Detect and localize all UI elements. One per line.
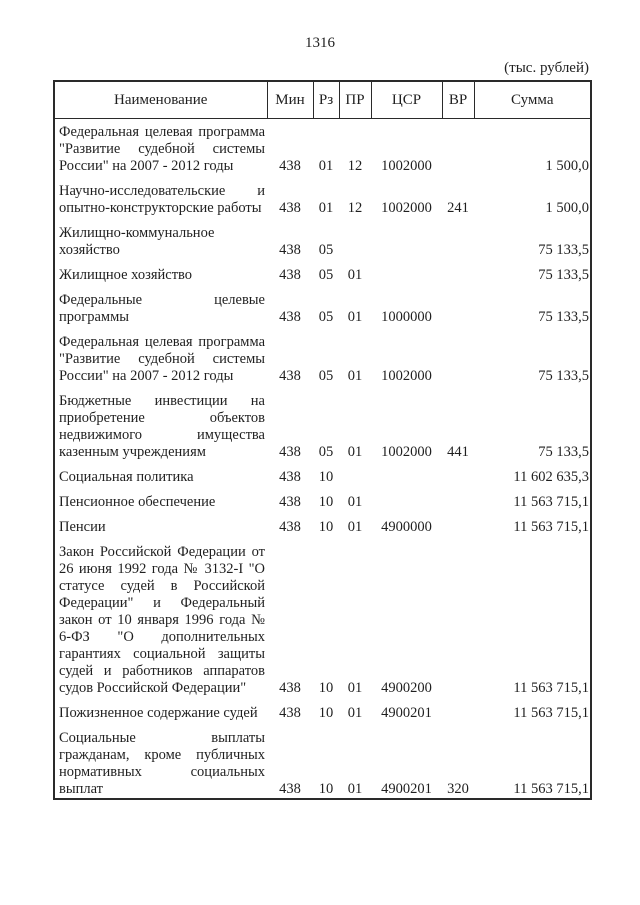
name-line: Федеральные целевые — [59, 292, 265, 308]
pr-code-cell: 01 — [347, 781, 363, 797]
pr-code-cell: 01 — [347, 444, 363, 460]
rz-code-cell: 05 — [318, 368, 334, 384]
column-header-vr: ВР — [442, 81, 474, 119]
rz-code-cell: 10 — [318, 494, 334, 510]
vr-code-cell — [442, 119, 474, 176]
rz-code-cell: 10 — [318, 680, 334, 696]
pr-code-cell: 01 — [347, 680, 363, 696]
min-code-cell: 438 — [279, 368, 301, 384]
sum-cell: 11 563 715,1 — [513, 519, 589, 535]
min-code-cell: 438 — [279, 680, 301, 696]
min-code-cell: 438 — [279, 242, 301, 258]
name-line: закон от 10 января 1996 года № — [59, 612, 265, 628]
name-line: Федеральная целевая программа — [59, 124, 265, 140]
vr-code-cell: 441 — [447, 444, 469, 460]
name-line: России" на 2007 - 2012 годы — [59, 368, 234, 384]
table-row — [54, 175, 591, 217]
name-line: Пенсионное обеспечение — [59, 494, 216, 510]
column-header-pr: ПР — [339, 81, 371, 119]
pr-code-cell — [339, 217, 371, 259]
name-line: Пожизненное содержание судей — [59, 705, 258, 721]
column-header-csr: ЦСР — [371, 81, 442, 119]
sum-cell: 11 602 635,3 — [513, 469, 589, 485]
row-name-cell — [54, 326, 267, 385]
pr-code-cell: 01 — [347, 267, 363, 283]
min-code-cell: 438 — [279, 267, 301, 283]
rz-code-cell: 01 — [318, 200, 334, 216]
vr-code-cell: 320 — [447, 781, 469, 797]
table-row — [54, 536, 591, 697]
sum-cell: 75 133,5 — [538, 309, 589, 325]
name-line: нормативных социальных — [59, 764, 265, 780]
name-line: Пенсии — [59, 519, 106, 535]
sum-cell: 11 563 715,1 — [513, 781, 589, 797]
table-row — [54, 486, 591, 511]
min-code-cell: 438 — [279, 444, 301, 460]
table-row — [54, 284, 591, 326]
name-line: России" на 2007 - 2012 годы — [59, 158, 234, 174]
name-line: "Развитие судебной системы — [59, 351, 265, 367]
pr-code-cell: 01 — [347, 309, 363, 325]
row-name-cell — [54, 461, 267, 486]
name-line: выплат — [59, 781, 103, 797]
min-code-cell: 438 — [279, 200, 301, 216]
sum-cell: 75 133,5 — [538, 444, 589, 460]
csr-code-cell — [371, 486, 442, 511]
sum-cell: 11 563 715,1 — [513, 705, 589, 721]
pr-code-cell: 12 — [347, 200, 363, 216]
name-line: Закон Российской Федерации от — [59, 544, 265, 560]
table-row — [54, 259, 591, 284]
sum-cell: 75 133,5 — [538, 267, 589, 283]
name-line: Научно-исследовательские и — [59, 183, 265, 199]
name-line: Федерации" и Федеральный — [59, 595, 265, 611]
column-header-rz: Рз — [313, 81, 339, 119]
page-number: 1316 — [305, 35, 335, 51]
min-code-cell: 438 — [279, 519, 301, 535]
vr-code-cell — [442, 326, 474, 385]
pr-code-cell: 01 — [347, 368, 363, 384]
table-row — [54, 217, 591, 259]
vr-code-cell — [442, 259, 474, 284]
table-row — [54, 385, 591, 461]
row-name-cell — [54, 486, 267, 511]
budget-table — [53, 80, 592, 800]
row-name-cell — [54, 284, 267, 326]
table-row — [54, 511, 591, 536]
name-line: судов Российской Федерации" — [59, 680, 247, 696]
vr-code-cell — [442, 461, 474, 486]
rz-code-cell: 05 — [318, 309, 334, 325]
name-line: гражданам, кроме публичных — [59, 747, 265, 763]
min-code-cell: 438 — [279, 158, 301, 174]
csr-code-cell — [371, 259, 442, 284]
name-line: Социальная политика — [59, 469, 194, 485]
rz-code-cell: 05 — [318, 267, 334, 283]
sum-cell: 75 133,5 — [538, 242, 589, 258]
vr-code-cell — [442, 486, 474, 511]
name-line: Бюджетные инвестиции на — [59, 393, 265, 409]
pr-code-cell: 12 — [347, 158, 363, 174]
csr-code-cell — [371, 461, 442, 486]
name-line: Жилищно-коммунальное — [59, 225, 215, 241]
name-line: 6-ФЗ "О дополнительных — [59, 629, 265, 645]
csr-code-cell: 4900000 — [381, 519, 432, 535]
rz-code-cell: 10 — [318, 519, 334, 535]
rz-code-cell: 05 — [318, 444, 334, 460]
name-line: гарантиях социальной защиты — [59, 646, 265, 662]
row-name-cell — [54, 259, 267, 284]
pr-code-cell: 01 — [347, 494, 363, 510]
csr-code-cell: 1002000 — [381, 158, 432, 174]
name-line: программы — [59, 309, 129, 325]
row-name-cell — [54, 511, 267, 536]
vr-code-cell — [442, 284, 474, 326]
csr-code-cell: 1002000 — [381, 200, 432, 216]
table-row — [54, 461, 591, 486]
name-line: 26 июня 1992 года № 3132-I "О — [59, 561, 265, 577]
name-line: судей и работников аппаратов — [59, 663, 265, 679]
rz-code-cell: 10 — [318, 705, 334, 721]
min-code-cell: 438 — [279, 309, 301, 325]
min-code-cell: 438 — [279, 469, 301, 485]
column-header-name: Наименование — [54, 81, 267, 119]
row-name-cell — [54, 217, 267, 259]
column-header-min: Мин — [267, 81, 313, 119]
name-line: статусе судей в Российской — [59, 578, 265, 594]
csr-code-cell: 4900201 — [381, 705, 432, 721]
name-line: опытно-конструкторские работы — [59, 200, 262, 216]
name-line: хозяйство — [59, 242, 120, 258]
name-line: казенным учреждениям — [59, 444, 206, 460]
csr-code-cell: 1002000 — [381, 368, 432, 384]
table-row — [54, 722, 591, 799]
row-name-cell — [54, 536, 267, 697]
table-row — [54, 326, 591, 385]
name-line: недвижимого имущества — [59, 427, 265, 443]
name-line: Социальные выплаты — [59, 730, 265, 746]
sum-cell: 11 563 715,1 — [513, 494, 589, 510]
name-line: "Развитие судебной системы — [59, 141, 265, 157]
rz-code-cell: 10 — [318, 469, 334, 485]
vr-code-cell: 241 — [447, 200, 469, 216]
table-row — [54, 119, 591, 176]
name-line: приобретение объектов — [59, 410, 265, 426]
units-note: (тыс. рублей) — [504, 60, 589, 76]
rz-code-cell: 01 — [318, 158, 334, 174]
sum-cell: 75 133,5 — [538, 368, 589, 384]
sum-cell: 11 563 715,1 — [513, 680, 589, 696]
vr-code-cell — [442, 511, 474, 536]
csr-code-cell: 1000000 — [381, 309, 432, 325]
rz-code-cell: 05 — [318, 242, 334, 258]
table-body — [54, 119, 591, 800]
csr-code-cell: 4900201 — [381, 781, 432, 797]
min-code-cell: 438 — [279, 781, 301, 797]
csr-code-cell — [371, 217, 442, 259]
min-code-cell: 438 — [279, 494, 301, 510]
csr-code-cell: 1002000 — [381, 444, 432, 460]
pr-code-cell: 01 — [347, 519, 363, 535]
pr-code-cell — [339, 461, 371, 486]
pr-code-cell: 01 — [347, 705, 363, 721]
row-name-cell — [54, 385, 267, 461]
min-code-cell: 438 — [279, 705, 301, 721]
vr-code-cell — [442, 217, 474, 259]
sum-cell: 1 500,0 — [545, 158, 589, 174]
sum-cell: 1 500,0 — [545, 200, 589, 216]
row-name-cell — [54, 697, 267, 722]
rz-code-cell: 10 — [318, 781, 334, 797]
table-header-row — [54, 81, 591, 119]
vr-code-cell — [442, 536, 474, 697]
name-line: Федеральная целевая программа — [59, 334, 265, 350]
row-name-cell — [54, 175, 267, 217]
vr-code-cell — [442, 697, 474, 722]
column-header-sum: Сумма — [474, 81, 591, 119]
table-row — [54, 697, 591, 722]
row-name-cell — [54, 722, 267, 799]
name-line: Жилищное хозяйство — [59, 267, 193, 283]
row-name-cell — [54, 119, 267, 176]
csr-code-cell: 4900200 — [381, 680, 432, 696]
